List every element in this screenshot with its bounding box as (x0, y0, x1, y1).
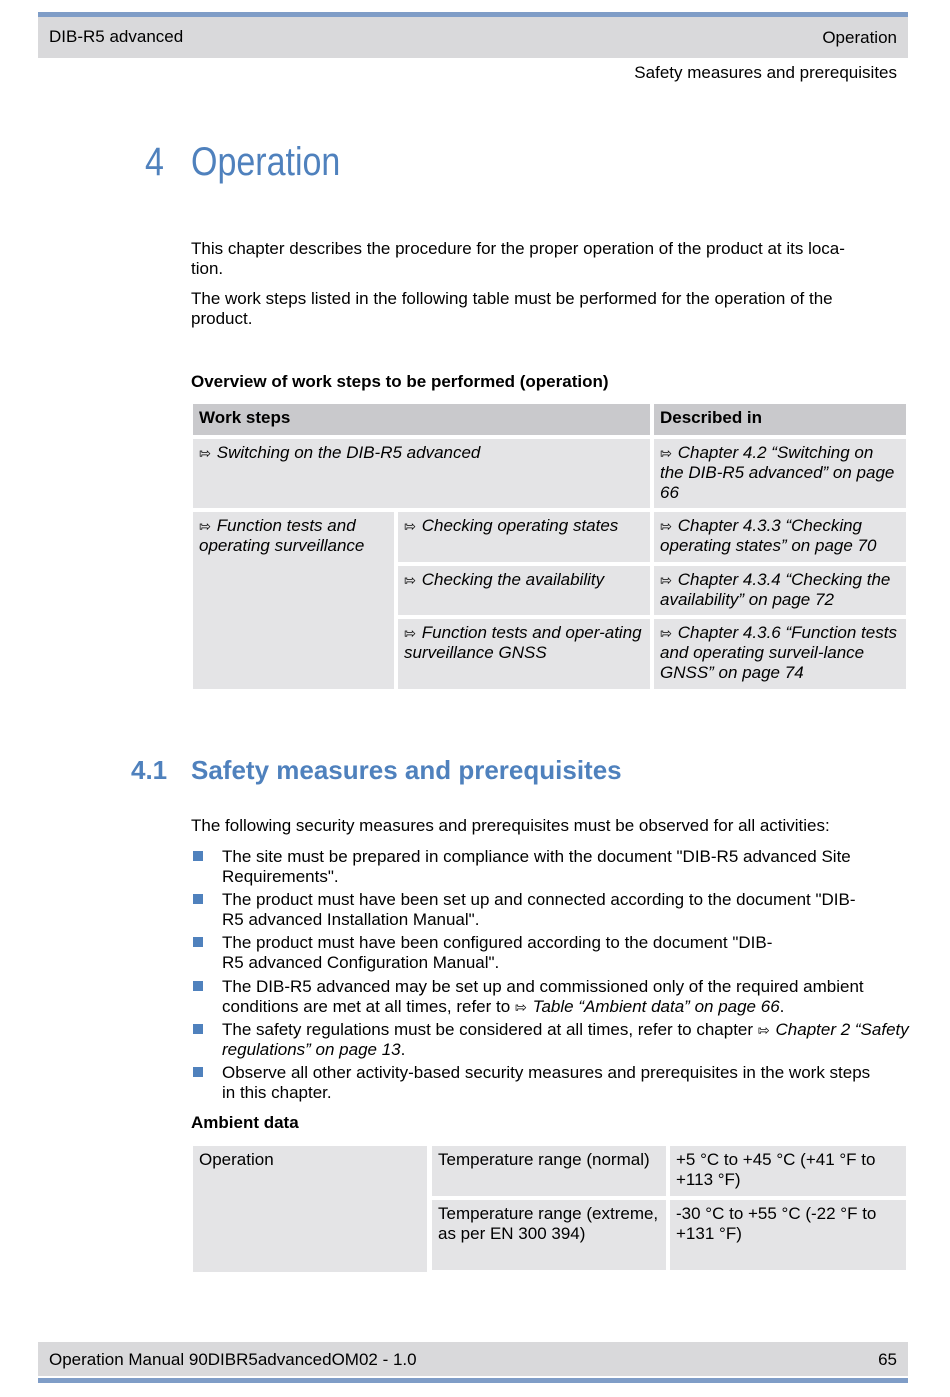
ambient-caption: Ambient data (191, 1113, 299, 1132)
footer-manual: Operation Manual 90DIBR5advancedOM02 - 1.0 (49, 1350, 417, 1369)
link-arrow-icon: ⇰ (660, 518, 672, 534)
sub1-ref-text[interactable]: Chapter 4.3.3 “Checking operating states” on page 70 (660, 516, 877, 555)
bullet-3: The product must have been configured according to the document "DIB-R5 advanced Configuration Manual". (222, 933, 773, 972)
square-bullet-icon (193, 981, 203, 991)
ambient-row2-param: Temperature range (extreme, as per EN 300 394) (432, 1200, 666, 1270)
page-footer (38, 1342, 908, 1376)
group-step-text: Function tests and operating surveillance (199, 516, 365, 555)
row1-ref-text[interactable]: Chapter 4.2 “Switching on the DIB-R5 advanced” on page 66 (660, 443, 895, 502)
link-arrow-icon: ⇰ (757, 1022, 770, 1038)
link-arrow-icon: ⇰ (514, 999, 527, 1015)
link-arrow-icon: ⇰ (404, 518, 416, 534)
footer-rule (38, 1378, 908, 1383)
bullet-5-text: The safety regulations must be considered at all times, refer to chapter (222, 1020, 754, 1039)
link-arrow-icon: ⇰ (404, 625, 416, 641)
safety-chapter-link[interactable]: Chapter 2 “Safety regulations” on page 13 (222, 1020, 909, 1059)
row1-ref[interactable] (654, 439, 906, 508)
section-intro: The following security measures and prerequisites must be observed for all activities: (191, 816, 830, 835)
ambient-row1-value: +5 °C to +45 °C (+41 °F to +113 °F) (670, 1146, 906, 1196)
section-title: Safety measures and prerequisites (191, 755, 622, 785)
sub3-ref-text[interactable]: Chapter 4.3.6 “Function tests and operating surveil-lance GNSS” on page 74 (660, 623, 897, 682)
link-arrow-icon: ⇰ (404, 572, 416, 588)
bullet-6: Observe all other activity-based security measures and prerequisites in the work steps in this chapter. (222, 1063, 871, 1102)
square-bullet-icon (193, 937, 203, 947)
sub3-ref[interactable] (654, 619, 906, 689)
link-arrow-icon: ⇰ (199, 445, 211, 461)
square-bullet-icon (193, 1067, 203, 1077)
sub2-step-text: Checking the availability (421, 570, 605, 589)
square-bullet-icon (193, 1024, 203, 1034)
header-product: DIB-R5 advanced (49, 27, 184, 46)
sub3-step-text: Function tests and oper-ating surveillance GNSS (404, 623, 642, 662)
link-arrow-icon: ⇰ (199, 518, 211, 534)
ambient-row1-param: Temperature range (normal) (432, 1146, 666, 1196)
header-section: Operation (822, 28, 897, 47)
chapter-title: Operation (191, 140, 341, 184)
overview-caption: Overview of work steps to be performed (operation) (191, 372, 609, 391)
col-described-in: Described in (654, 404, 906, 435)
bullet-1: The site must be prepared in compliance with the document "DIB-R5 advanced Site Requirements". (222, 847, 851, 886)
chapter-intro-1: This chapter describes the procedure for the proper operation of the product at its loca- tion. (191, 239, 845, 278)
ambient-category: Operation (193, 1146, 427, 1272)
page-header (38, 17, 908, 58)
chapter-intro-2: The work steps listed in the following table must be performed for the operation of the product. (191, 289, 833, 328)
link-arrow-icon: ⇰ (660, 445, 672, 461)
sub3-step (398, 619, 650, 689)
bullet-4: The DIB-R5 advanced may be set up and commissioned only of the required ambient conditions are met at all times, refer to ⇰ Table “Ambient data” on page 66. (222, 977, 864, 1016)
bullet-2: The product must have been set up and connected according to the document "DIB-R5 advanced Installation Manual". (222, 890, 856, 929)
link-arrow-icon: ⇰ (660, 625, 672, 641)
sub1-step (398, 512, 650, 562)
sub2-ref-text[interactable]: Chapter 4.3.4 “Checking the availability” on page 72 (660, 570, 891, 609)
group-step (193, 512, 394, 689)
link-arrow-icon: ⇰ (660, 572, 672, 588)
ambient-table-link[interactable]: Table “Ambient data” on page 66 (532, 997, 780, 1016)
bullet-4-text: The DIB-R5 advanced may be set up and commissioned only of the required ambient conditions are met at all times, refer to (222, 977, 864, 1016)
sub2-ref[interactable] (654, 566, 906, 615)
ambient-row2-value: -30 °C to +55 °C (-22 °F to +131 °F) (670, 1200, 906, 1270)
col-work-steps: Work steps (193, 404, 650, 435)
sub1-step-text: Checking operating states (421, 516, 619, 535)
chapter-number: 4 (145, 140, 164, 184)
sub2-step (398, 566, 650, 615)
square-bullet-icon (193, 894, 203, 904)
row1-step-text: Switching on the DIB-R5 advanced (216, 443, 481, 462)
footer-page-number: 65 (878, 1350, 897, 1369)
row1-step (193, 439, 650, 508)
square-bullet-icon (193, 851, 203, 861)
section-number: 4.1 (131, 755, 168, 785)
sub1-ref[interactable] (654, 512, 906, 562)
header-subsection: Safety measures and prerequisites (634, 63, 897, 82)
bullet-5: The safety regulations must be considered at all times, refer to chapter ⇰ Chapter 2 “Safety regulations” on page 13. (222, 1020, 909, 1059)
